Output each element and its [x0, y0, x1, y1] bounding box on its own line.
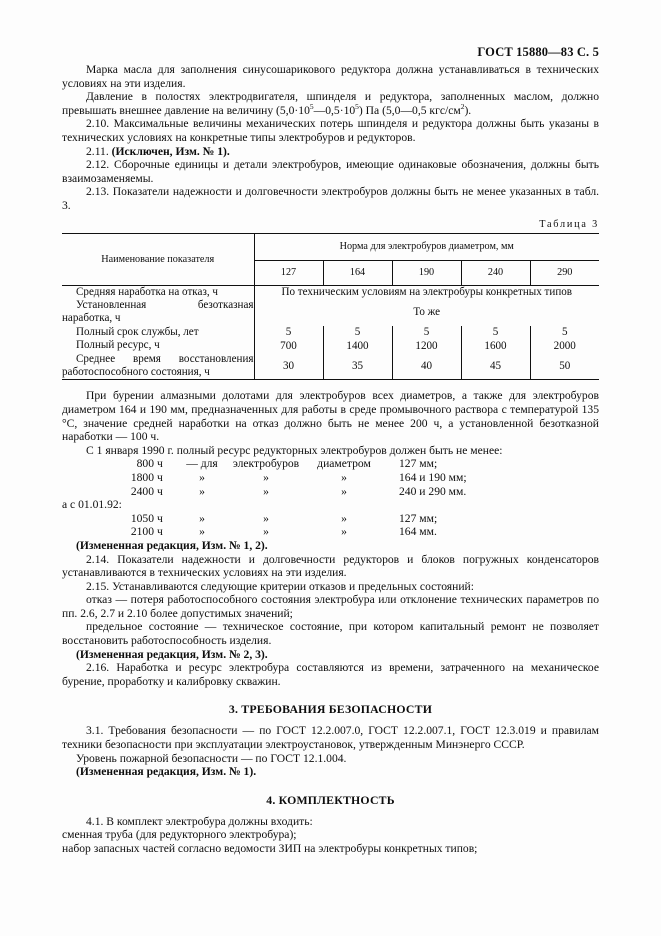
table-row	[62, 285, 599, 299]
ditto-col-2: »	[263, 525, 269, 539]
resource-list-1990	[62, 457, 599, 498]
row-value: 30	[254, 353, 323, 380]
paragraph-fire-safety: Уровень пожарной безопасности — по ГОСТ 12.1.004.	[76, 751, 347, 765]
ditto-col-3: »	[341, 484, 347, 498]
row-label-full-service-life: Полный срок службы, лет	[76, 325, 199, 338]
row-value-merged-same: То же	[254, 299, 599, 326]
paragraph-oil-grade: Марка масла для заполнения синусошарикового редуктора должна устанавливаться в технических условиях на эти изделия.	[62, 63, 599, 90]
ditto-col-1: — для	[186, 457, 218, 471]
ditto-tail: 127 мм;	[399, 511, 438, 525]
table-header-diameter-190: 190	[392, 260, 461, 285]
ditto-tail: 164 и 190 мм;	[399, 470, 467, 484]
pressure-text-mid: —0,5·10	[313, 103, 356, 117]
ditto-col-1: »	[199, 511, 205, 525]
paragraph-2-14: 2.14. Показатели надежности и долговечности редукторов и блоков погружных конденсаторов устанавливаются в технических условиях на эти изделия.	[62, 552, 599, 580]
ditto-col-2: »	[263, 484, 269, 498]
ditto-unit: ч	[157, 511, 163, 525]
row-value: 5	[254, 326, 323, 339]
ditto-tail: 127 мм;	[399, 457, 438, 471]
paragraph-4-1: 4.1. В комплект электробура должны входить:	[86, 814, 313, 828]
paragraph-from-1992: а с 01.01.92:	[62, 498, 122, 512]
row-value: 35	[323, 353, 392, 380]
table-row	[62, 339, 599, 352]
paragraph-failure-definition: отказ — потеря работоспособного состояния электробура или отклонение технических параметров по пп. 2.6, 2.7 и 2.10 более допустимых значений;	[62, 593, 599, 620]
ditto-hours: 800	[136, 457, 154, 471]
ditto-hours: 2100	[130, 525, 154, 539]
section-heading-safety: 3. ТРЕБОВАНИЯ БЕЗОПАСНОСТИ	[228, 702, 433, 717]
row-value: 40	[392, 353, 461, 380]
list-item	[62, 485, 599, 499]
note-changed-edition-1: (Измененная редакция, Изм. № 1).	[76, 765, 257, 779]
row-value: 5	[392, 326, 461, 339]
pressure-text-post: ) Па (5,0—0,5 кгс/см	[358, 103, 461, 117]
table-row	[62, 299, 599, 326]
ditto-col-2: »	[263, 470, 269, 484]
paragraph-2-15: 2.15. Устанавливаются следующие критерии отказов и предельных состояний:	[86, 579, 474, 593]
paragraph-from-1990: С 1 января 1990 г. полный ресурс редукторных электробуров должен быть не менее:	[86, 443, 503, 457]
table-row	[62, 326, 599, 339]
paragraph-2-10: 2.10. Максимальные величины механических потерь шпинделя и редуктора должны быть указаны в технических условиях на конкретные типы электробуров и редукторов.	[62, 117, 599, 144]
ditto-col-3: диаметром	[317, 457, 371, 471]
ditto-col-3: »	[341, 525, 347, 539]
ditto-unit: ч	[157, 484, 163, 498]
row-label-full-resource: Полный ресурс, ч	[76, 339, 160, 352]
row-value: 5	[323, 326, 392, 339]
row-label-mean-recovery-time: Среднее время восстановления работоспособного состояния, ч	[62, 352, 254, 378]
paragraph-2-16: 2.16. Наработка и ресурс электробура составляются из времени, затраченного на механическое бурение, проработку и калибровку скважин.	[62, 661, 599, 688]
ditto-tail: 164 мм.	[399, 525, 437, 539]
list-item	[62, 471, 599, 485]
row-label-mean-time-to-failure: Средняя наработка на отказ, ч	[76, 285, 218, 298]
row-value: 1600	[461, 339, 530, 352]
list-item	[62, 457, 599, 471]
list-item-replacement-pipe: сменная труба (для редукторного электробура);	[62, 828, 297, 842]
ditto-col-1: »	[199, 484, 205, 498]
table-header-diameter-164: 164	[323, 260, 392, 285]
list-item	[62, 525, 599, 539]
running-head: ГОСТ 15880—83 С. 5	[477, 45, 599, 59]
paragraph-3-1: 3.1. Требования безопасности — по ГОСТ 12.2.007.0, ГОСТ 12.2.007.1, ГОСТ 12.3.019 и правилам техники безопасности при эксплуатации электроустановок, утвержденным Минэнерго СССР.	[62, 724, 599, 752]
row-value: 5	[461, 326, 530, 339]
row-value: 45	[461, 353, 530, 380]
paragraph-2-13: 2.13. Показатели надежности и долговечности электробуров должны быть не менее указанных в табл. 3.	[62, 185, 599, 212]
row-value-merged-spec: По техническим условиям на электробуры конкретных типов	[254, 285, 599, 299]
paragraph-diamond-bits: При бурении алмазными долотами для электробуров всех диаметров, а также для электробуров диаметром 164 и 190 мм, предназначенных для работы в среде промывочного раствора с температурой 135 °С, значение средней наработки на отказ должно быть не менее 200 ч, а установленной безотказной наработки — 100 ч.	[62, 389, 599, 444]
table-row	[62, 353, 599, 380]
table-header-indicator-name: Наименование показателя	[62, 233, 254, 285]
ditto-col-2: электробуров	[232, 457, 300, 471]
paragraph-limit-state-definition: предельное состояние — техническое состояние, при котором капитальный ремонт не позволяет восстановить работоспособность изделия.	[62, 620, 599, 648]
pressure-text-end: ).	[464, 103, 472, 117]
row-label-established-failure-free: Установленная безотказная наработка, ч	[62, 298, 254, 325]
list-item	[62, 512, 599, 526]
section-heading-completeness: 4. КОМПЛЕКТНОСТЬ	[266, 792, 395, 807]
row-value: 1400	[323, 339, 392, 352]
table-caption: Таблица 3	[539, 218, 599, 230]
ditto-tail: 240 и 290 мм.	[399, 484, 467, 498]
pressure-exponent-1: 5	[309, 101, 314, 111]
table-header-norm-span: Норма для электробуров диаметром, мм	[254, 233, 599, 260]
table-head	[62, 233, 599, 285]
row-value: 1200	[392, 339, 461, 352]
ditto-col-3: »	[341, 470, 347, 484]
table-header-diameter-127: 127	[254, 260, 323, 285]
clause-number-2-11: 2.11.	[86, 144, 112, 158]
note-changed-edition-1-2: (Измененная редакция, Изм. № 1, 2).	[76, 538, 268, 552]
row-value: 2000	[530, 339, 599, 352]
ditto-unit: ч	[157, 470, 163, 484]
table-header-diameter-290: 290	[530, 260, 599, 285]
table-header-diameter-240: 240	[461, 260, 530, 285]
ditto-hours: 1050	[130, 511, 154, 525]
ditto-col-1: »	[199, 470, 205, 484]
pressure-text-pre: Давление в полостях электродвигателя, шпинделя и редуктора, заполненных маслом, должно превышать внешнее давление на величину (5,0·10	[62, 90, 599, 117]
ditto-col-1: »	[199, 525, 205, 539]
pressure-exponent-3: 2	[460, 101, 465, 111]
row-value: 700	[254, 339, 323, 352]
clause-2-11-note: (Исключен, Изм. № 1).	[111, 144, 230, 158]
paragraph-2-11	[62, 145, 599, 159]
note-changed-edition-2-3: (Измененная редакция, Изм. № 2, 3).	[76, 647, 268, 661]
ditto-hours: 1800	[130, 470, 154, 484]
row-value: 5	[530, 326, 599, 339]
page-content	[62, 44, 599, 856]
list-item-spare-parts: набор запасных частей согласно ведомости ЗИП на электробуры конкретных типов;	[62, 842, 478, 855]
ditto-unit: ч	[157, 457, 163, 471]
ditto-unit: ч	[157, 525, 163, 539]
ditto-col-2: »	[263, 511, 269, 525]
table-body	[62, 285, 599, 380]
ditto-col-3: »	[341, 511, 347, 525]
pressure-exponent-2: 5	[355, 101, 359, 111]
table-header-row-1	[62, 233, 599, 260]
ditto-hours: 2400	[130, 484, 154, 498]
paragraph-2-12: 2.12. Сборочные единицы и детали электробуров, имеющие одинаковые обозначения, должны быть взаимозаменяемы.	[62, 158, 599, 185]
paragraph-pressure	[62, 90, 599, 117]
resource-list-1992	[62, 512, 599, 539]
reliability-table	[62, 233, 599, 381]
row-value: 50	[530, 353, 599, 380]
